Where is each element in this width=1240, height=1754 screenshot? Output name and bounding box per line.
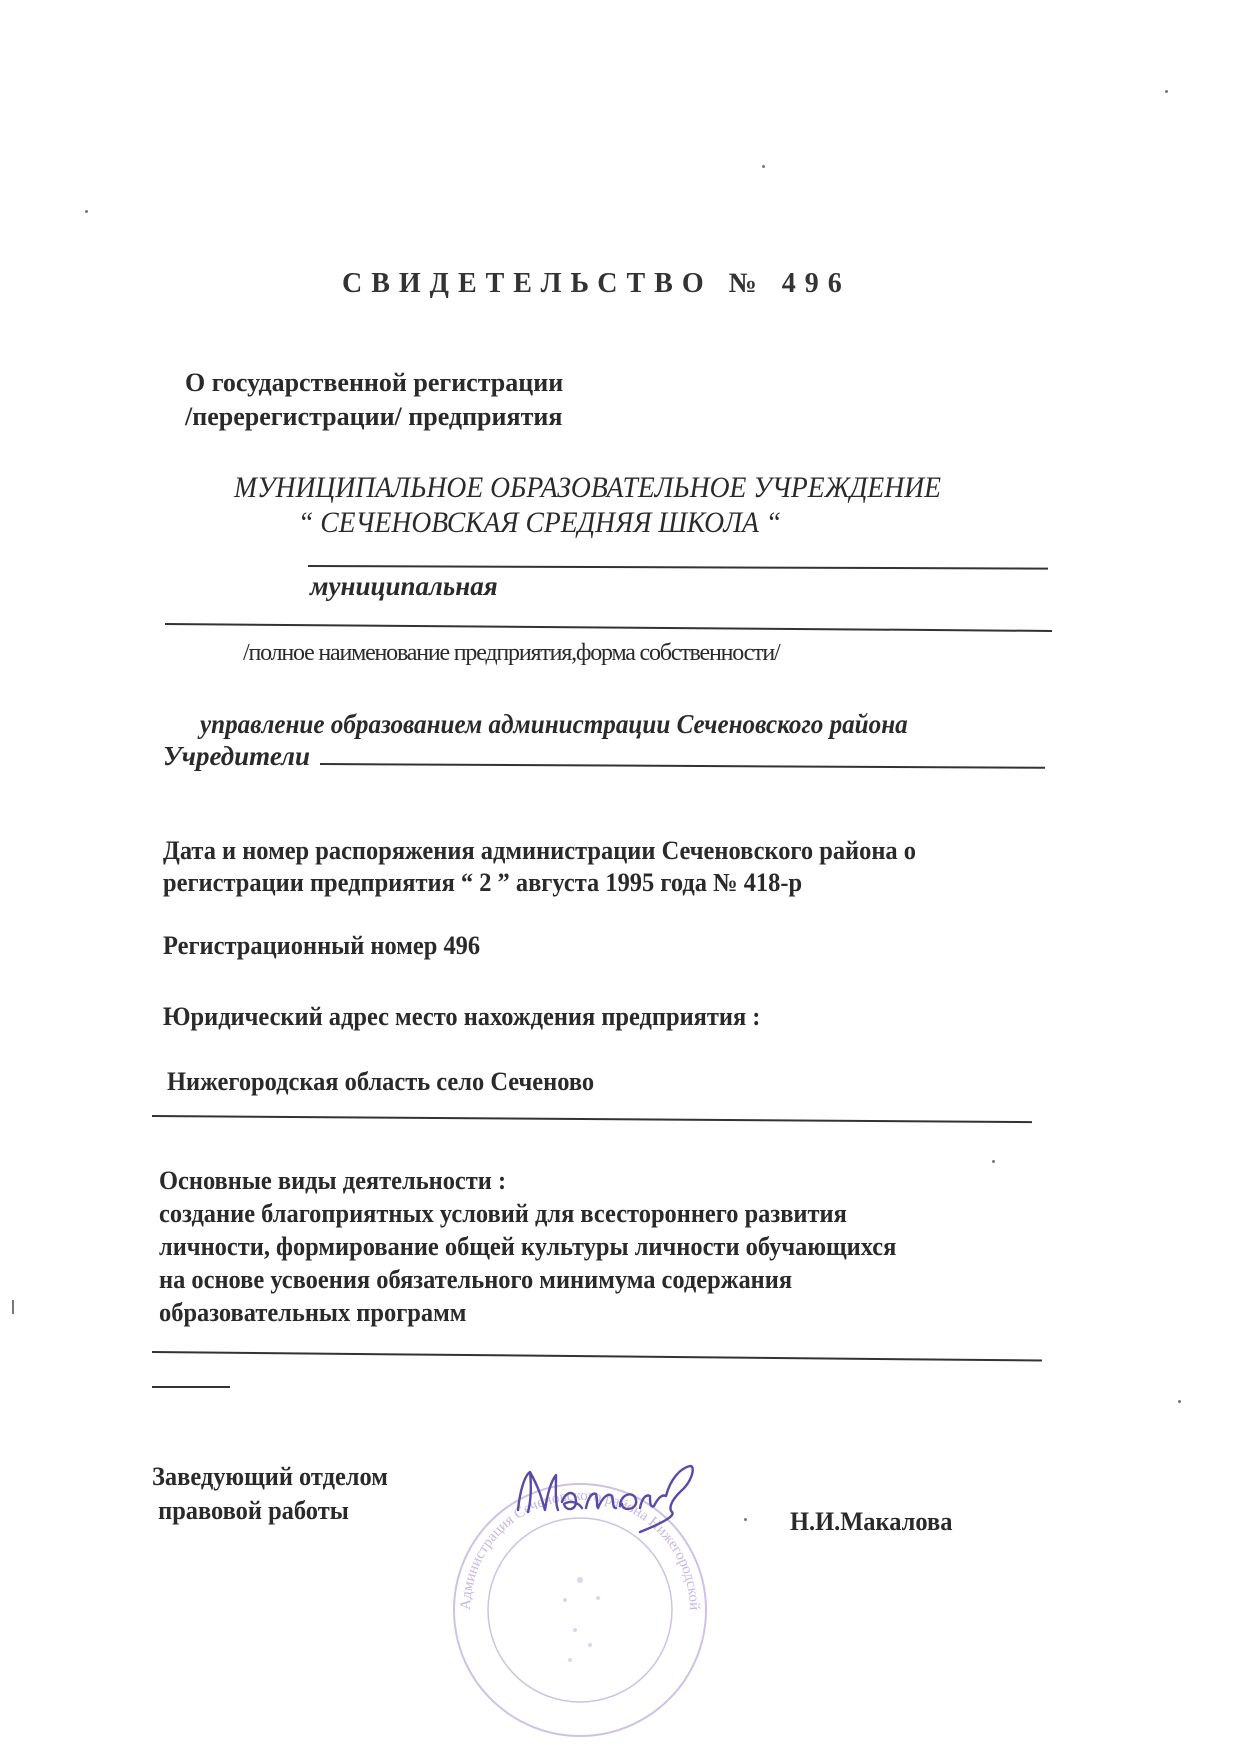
scan-speck bbox=[85, 210, 88, 213]
subject-line-1: О государственной регистрации bbox=[185, 368, 564, 397]
address-label: Юридический адрес место нахождения предприятия : bbox=[163, 1002, 761, 1031]
activities-line: личности, формирование общей культуры личности обучающихся bbox=[159, 1232, 897, 1261]
signatory-title-line-2: правовой работы bbox=[152, 1496, 349, 1525]
document-title: СВИДЕТЕЛЬСТВО № 496 bbox=[342, 268, 851, 299]
full-name-caption: /полное наименование предприятия,форма собственности/ bbox=[243, 640, 780, 666]
full-name-underline bbox=[165, 623, 1052, 632]
activities-label: Основные виды деятельности : bbox=[159, 1166, 507, 1195]
address-value: Нижегородская область село Сеченово bbox=[167, 1067, 595, 1096]
activities-line: на основе усвоения обязательного минимума содержания bbox=[159, 1265, 793, 1294]
ownership-form: муниципальная bbox=[310, 571, 498, 601]
founder-value: управление образованием администрации Сеченовского района bbox=[200, 709, 908, 739]
subject-line-2: /перерегистрации/ предприятия bbox=[185, 402, 563, 431]
activities-line: создание благоприятных условий для всестороннего развития bbox=[159, 1199, 847, 1228]
registration-number: Регистрационный номер 496 bbox=[163, 931, 481, 960]
org-name-line-2: “ СЕЧЕНОВСКАЯ СРЕДНЯЯ ШКОЛА “ bbox=[298, 506, 782, 539]
scan-speck bbox=[12, 1300, 14, 1314]
scan-speck bbox=[1165, 90, 1168, 93]
activities-underline bbox=[152, 1351, 1042, 1362]
order-line-2: регистрации предприятия “ 2 ” августа 1995 года № 418-р bbox=[163, 868, 803, 897]
signatory-name: Н.И.Макалова bbox=[790, 1507, 953, 1536]
founder-underline bbox=[320, 763, 1045, 769]
stamp-inner-ring bbox=[488, 1518, 672, 1702]
signatory-title-line-1: Заведующий отделом bbox=[152, 1462, 388, 1491]
scan-speck bbox=[992, 1160, 995, 1163]
address-underline bbox=[152, 1115, 1032, 1123]
order-line-1: Дата и номер распоряжения администрации Сеченовского района о bbox=[163, 836, 916, 865]
stamp-text: Администрация Сеченовского района Нижегородской bbox=[457, 1487, 703, 1611]
handwritten-signature bbox=[500, 1460, 740, 1540]
org-name-line-1: МУНИЦИПАЛЬНОЕ ОБРАЗОВАТЕЛЬНОЕ УЧРЕЖДЕНИЕ bbox=[234, 471, 942, 504]
stamp-emblem-icon bbox=[563, 1577, 600, 1662]
scan-speck bbox=[762, 165, 765, 168]
activities-line: образовательных программ bbox=[159, 1298, 467, 1327]
founder-label: Учредители bbox=[163, 741, 311, 771]
scan-speck bbox=[1178, 1400, 1181, 1403]
activities-underline-short bbox=[152, 1386, 230, 1388]
scan-speck bbox=[744, 1518, 747, 1521]
